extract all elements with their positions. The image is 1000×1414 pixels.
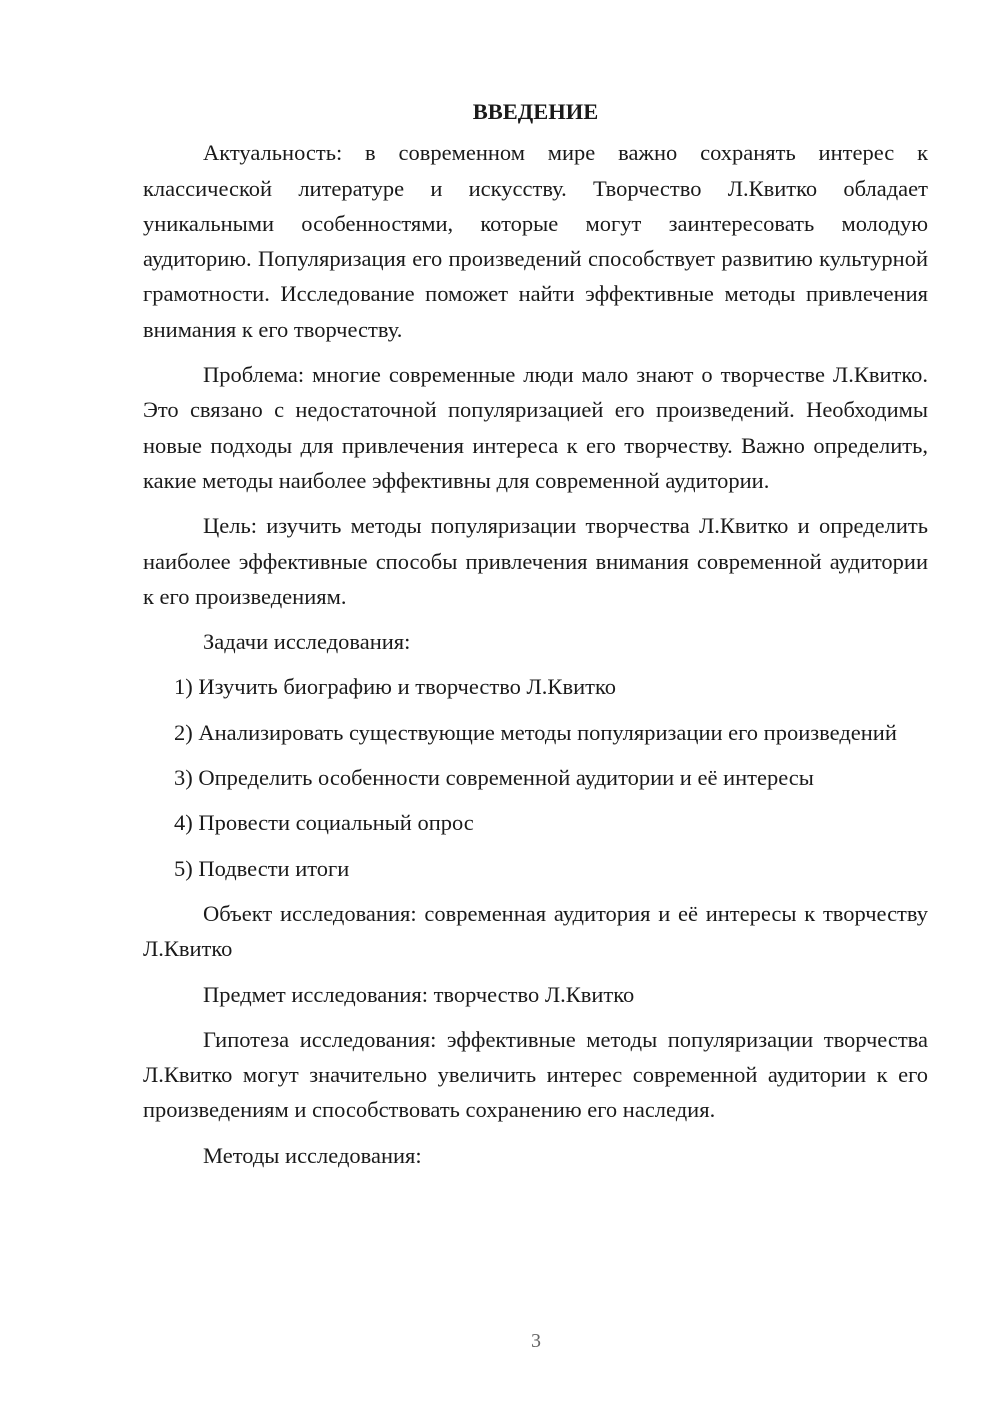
task-item-4: 4) Провести социальный опрос — [174, 810, 474, 836]
paragraph-hypothesis: Гипотеза исследования: эффективные методы популяризации творчества Л.Квитко могут значительно увеличить интерес современной аудитории к его произведениям и способствовать сохранению его наследия. — [143, 1026, 928, 1123]
section-heading: ВВЕДЕНИЕ — [472, 99, 599, 124]
page-number: 3 — [531, 1330, 541, 1352]
methods-heading: Методы исследования: — [203, 1142, 422, 1168]
paragraph-subject: Предмет исследования: творчество Л.Квитко — [203, 981, 635, 1007]
task-item-3: 3) Определить особенности современной аудитории и её интересы — [174, 765, 814, 791]
paragraph-actuality: Актуальность: в современном мире важно сохранять интерес к классической литературе и искусству. Творчество Л.Квитко обладает уникальными особенностями, которые могут заинтересовать молодую аудиторию. Популяризация его произведений способствует развитию культурной грамотности. Исследование поможет найти эффективные методы привлечения внимания к его творчеству. — [143, 140, 928, 342]
paragraph-goal: Цель: изучить методы популяризации творчества Л.Квитко и определить наиболее эффективные способы привлечения внимания современной аудитории к его произведениям. — [143, 513, 928, 609]
paragraph-problem: Проблема: многие современные люди мало знают о творчестве Л.Квитко. Это связано с недостаточной популяризацией его произведений. Необходимы новые подходы для привлечения интереса к его творчеству. Важно определить, какие методы наиболее эффективны для современной аудитории. — [143, 362, 928, 493]
page-content — [143, 94, 928, 1183]
tasks-heading: Задачи исследования: — [203, 629, 411, 655]
task-item-1: 1) Изучить биографию и творчество Л.Квитко — [174, 674, 616, 700]
paragraph-object: Объект исследования: современная аудитория и её интересы к творчеству Л.Квитко — [143, 900, 928, 962]
task-item-5: 5) Подвести итоги — [174, 855, 350, 881]
task-item-2: 2) Анализировать существующие методы популяризации его произведений — [174, 719, 897, 745]
